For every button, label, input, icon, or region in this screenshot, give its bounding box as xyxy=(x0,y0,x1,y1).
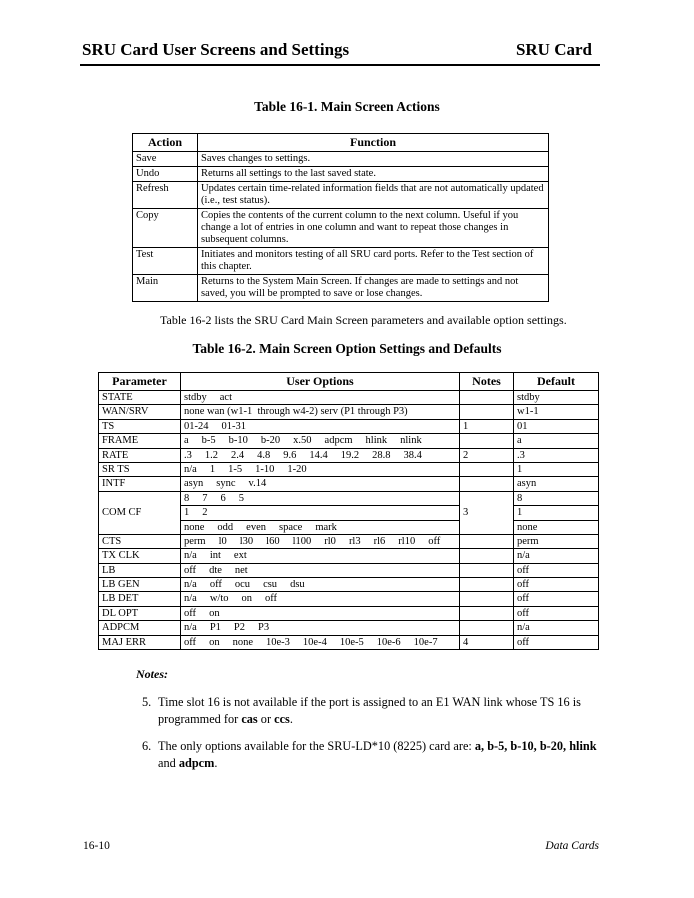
default-cell: off xyxy=(514,563,599,577)
table-row xyxy=(99,405,599,419)
table-row xyxy=(133,152,549,167)
user-options-cell xyxy=(181,419,460,433)
option-value: sync xyxy=(216,478,236,490)
main-screen-actions-table xyxy=(132,133,549,302)
table-row xyxy=(99,606,599,620)
table-row xyxy=(99,549,599,563)
option-value: dsu xyxy=(290,579,305,591)
parameter-cell: RATE xyxy=(99,448,181,462)
parameter-cell: INTF xyxy=(99,477,181,491)
notes-cell: 3 xyxy=(460,491,514,534)
notes-cell: 1 xyxy=(460,419,514,433)
option-value: 01-24 xyxy=(184,420,209,432)
option-value: none xyxy=(184,521,205,533)
option-value: even xyxy=(246,521,266,533)
option-value: 9.6 xyxy=(283,449,297,461)
option-value: off xyxy=(209,579,222,591)
note-emphasis: cas xyxy=(241,712,258,726)
user-options-cell xyxy=(181,621,460,635)
default-cell: perm xyxy=(514,534,599,548)
option-value: rl10 xyxy=(398,535,416,547)
note-segment: . xyxy=(289,712,293,726)
option-value: ocu xyxy=(234,579,251,591)
note-5 xyxy=(142,694,597,728)
table-row xyxy=(99,578,599,592)
table1-col-function: Function xyxy=(198,134,549,152)
parameter-cell: STATE xyxy=(99,391,181,405)
intro-paragraph: Table 16-2 lists the SRU Card Main Screen parameters and available option settings. xyxy=(160,313,567,327)
option-value: csu xyxy=(263,579,278,591)
notes-cell xyxy=(460,405,514,419)
user-options-cell xyxy=(181,606,460,620)
table-row xyxy=(99,391,599,405)
option-value: perm xyxy=(184,535,206,547)
note-text xyxy=(158,738,597,772)
option-value: 10e-5 xyxy=(339,636,364,648)
option-value: 2.4 xyxy=(231,449,245,461)
option-value: .3 xyxy=(184,449,192,461)
function-cell: Copies the contents of the current column to the next column. Useful if you change a lot of entries in one column and want to repeat those changes in subsequent columns. xyxy=(198,209,549,248)
notes-cell xyxy=(460,434,514,448)
option-value: n/a xyxy=(184,550,197,562)
option-value: on xyxy=(209,607,220,619)
default-cell: n/a xyxy=(514,621,599,635)
option-value: rl6 xyxy=(373,535,386,547)
function-cell: Saves changes to settings. xyxy=(198,152,549,167)
table-row xyxy=(133,182,549,209)
function-cell: Updates certain time-related information fields that are not automatically updated (i.e., test status). xyxy=(198,182,549,209)
option-value: 10e-3 xyxy=(265,636,290,648)
option-value: hlink xyxy=(365,435,388,447)
option-value: 38.4 xyxy=(403,449,422,461)
parameter-cell: SR TS xyxy=(99,462,181,476)
option-value: adpcm xyxy=(324,435,353,447)
action-cell: Save xyxy=(133,152,198,167)
table2-caption: Table 16-2. Main Screen Option Settings and Defaults xyxy=(192,341,502,356)
parameter-cell: DL OPT xyxy=(99,606,181,620)
user-options-cell xyxy=(181,534,460,548)
default-cell: none xyxy=(514,520,599,534)
table-row xyxy=(99,635,599,649)
page-header xyxy=(80,40,600,66)
parameter-cell: TX CLK xyxy=(99,549,181,563)
option-value: off xyxy=(184,607,197,619)
table-row xyxy=(99,477,599,491)
option-value: n/a xyxy=(184,579,197,591)
notes-cell xyxy=(460,578,514,592)
option-value: b-20 xyxy=(260,435,281,447)
option-value: 10e-6 xyxy=(376,636,401,648)
default-cell: a xyxy=(514,434,599,448)
default-cell: stdby xyxy=(514,391,599,405)
option-value: 28.8 xyxy=(372,449,391,461)
note-segment: and xyxy=(158,756,179,770)
table2-header-row xyxy=(99,373,599,391)
table-row xyxy=(133,167,549,182)
option-value: l30 xyxy=(239,535,254,547)
option-value: ext xyxy=(233,550,247,562)
option-value: l100 xyxy=(292,535,312,547)
option-value: 1.2 xyxy=(204,449,218,461)
option-value: n/a xyxy=(184,622,197,634)
parameter-cell: TS xyxy=(99,419,181,433)
notes-heading: Notes: xyxy=(136,667,168,681)
function-cell: Returns all settings to the last saved state. xyxy=(198,167,549,182)
table1-header-row xyxy=(133,134,549,152)
header-section: SRU Card xyxy=(515,40,592,59)
notes-cell xyxy=(460,462,514,476)
user-options-cell xyxy=(181,592,460,606)
option-value: w/to xyxy=(209,593,229,605)
notes-cell: 4 xyxy=(460,635,514,649)
note-segment: . xyxy=(214,756,218,770)
user-options-cell xyxy=(181,563,460,577)
option-value: 1-5 xyxy=(228,463,243,475)
option-value: off xyxy=(184,636,197,648)
option-value: 1 xyxy=(209,463,216,475)
table-row xyxy=(99,448,599,462)
option-value: mark xyxy=(315,521,337,533)
option-value: b-5 xyxy=(201,435,216,447)
option-value: 6 xyxy=(220,492,226,504)
option-value: space xyxy=(279,521,303,533)
table2-col-notes: Notes xyxy=(460,373,514,391)
action-cell: Copy xyxy=(133,209,198,248)
user-options-cell xyxy=(181,462,460,476)
notes-cell xyxy=(460,534,514,548)
option-value: net xyxy=(234,564,248,576)
option-value: 5 xyxy=(238,492,244,504)
notes-cell xyxy=(460,621,514,635)
option-value: 8 xyxy=(184,492,190,504)
option-value: 1 xyxy=(184,507,190,519)
notes-cell xyxy=(460,563,514,577)
table-row xyxy=(99,592,599,606)
option-value: 2 xyxy=(202,507,208,519)
option-value: off xyxy=(265,593,278,605)
option-value: b-10 xyxy=(228,435,248,447)
note-emphasis: a, b-5, b-10, b-20, hlink xyxy=(474,739,597,753)
option-value: dte xyxy=(209,564,222,576)
note-text xyxy=(158,694,597,728)
option-settings-table xyxy=(98,372,599,650)
user-options-cell xyxy=(181,448,460,462)
option-value: 01-31 xyxy=(221,420,246,432)
default-cell: off xyxy=(514,606,599,620)
option-value: l0 xyxy=(218,535,227,547)
table-row xyxy=(99,462,599,476)
option-value: P1 xyxy=(209,622,221,634)
default-cell: 8 xyxy=(514,491,599,505)
notes-cell xyxy=(460,391,514,405)
option-value: n/a xyxy=(184,593,197,605)
option-value: a xyxy=(184,435,189,447)
option-value: asyn xyxy=(184,478,204,490)
option-value: P3 xyxy=(258,622,270,634)
action-cell: Undo xyxy=(133,167,198,182)
default-cell: 1 xyxy=(514,506,599,520)
table-row xyxy=(133,209,549,248)
function-cell: Initiates and monitors testing of all SRU card ports. Refer to the Test section of this chapter. xyxy=(198,248,549,275)
option-value: n/a xyxy=(184,463,197,475)
action-cell: Main xyxy=(133,275,198,302)
option-value: 1-20 xyxy=(287,463,307,475)
notes-cell xyxy=(460,477,514,491)
option-value: 10e-7 xyxy=(413,636,438,648)
parameter-cell: CTS xyxy=(99,534,181,548)
option-value: stdby xyxy=(184,392,207,403)
function-cell: Returns to the System Main Screen. If changes are made to settings and not saved, you will be prompted to save or lose changes. xyxy=(198,275,549,302)
default-cell: off xyxy=(514,592,599,606)
default-cell: off xyxy=(514,578,599,592)
user-options-cell xyxy=(181,506,460,520)
header-title: SRU Card User Screens and Settings xyxy=(82,40,350,59)
option-value: 14.4 xyxy=(309,449,328,461)
default-cell: asyn xyxy=(514,477,599,491)
option-value: rl0 xyxy=(324,535,336,547)
parameter-cell: ADPCM xyxy=(99,621,181,635)
user-options-cell xyxy=(181,391,460,405)
table-row xyxy=(133,248,549,275)
option-value: 1-10 xyxy=(255,463,275,475)
user-options-cell xyxy=(181,549,460,563)
option-value: none wan (w1-1 through w4-2) serv (P1 through P3) xyxy=(184,406,408,418)
table2-col-options: User Options xyxy=(181,373,460,391)
option-value: P2 xyxy=(233,622,246,634)
option-value: rl3 xyxy=(348,535,361,547)
table-row xyxy=(99,434,599,448)
parameter-cell: WAN/SRV xyxy=(99,405,181,419)
user-options-cell xyxy=(181,635,460,649)
note-6 xyxy=(142,738,597,772)
notes-cell: 2 xyxy=(460,448,514,462)
table-row xyxy=(99,563,599,577)
note-segment: The only options available for the SRU-LD*10 (8225) card are: xyxy=(158,739,475,753)
option-value: 19.2 xyxy=(340,449,360,461)
user-options-cell xyxy=(181,477,460,491)
table-row xyxy=(99,491,599,505)
table2-col-default: Default xyxy=(514,373,599,391)
option-value: nlink xyxy=(400,435,422,447)
table-row xyxy=(99,534,599,548)
action-cell: Refresh xyxy=(133,182,198,209)
note-number: 5. xyxy=(142,695,152,709)
option-value: int xyxy=(209,550,221,562)
note-emphasis: ccs xyxy=(274,712,290,726)
parameter-cell: COM CF xyxy=(99,491,181,534)
parameter-cell: LB xyxy=(99,563,181,577)
option-value: x.50 xyxy=(293,435,312,447)
option-value: odd xyxy=(217,521,234,533)
action-cell: Test xyxy=(133,248,198,275)
default-cell: .3 xyxy=(514,448,599,462)
default-cell: w1-1 xyxy=(514,405,599,419)
note-emphasis: adpcm xyxy=(178,756,215,770)
default-cell: off xyxy=(514,635,599,649)
note-segment: or xyxy=(257,712,275,726)
table1-caption: Table 16-1. Main Screen Actions xyxy=(254,99,440,114)
user-options-cell xyxy=(181,405,460,419)
option-value: 4.8 xyxy=(257,449,271,461)
option-value: on xyxy=(209,636,220,648)
table-row xyxy=(99,419,599,433)
user-options-cell xyxy=(181,578,460,592)
option-value: 10e-4 xyxy=(302,636,327,648)
notes-cell xyxy=(460,592,514,606)
default-cell: 01 xyxy=(514,419,599,433)
footer-section: Data Cards xyxy=(545,840,599,852)
table2-col-parameter: Parameter xyxy=(99,373,181,391)
option-value: on xyxy=(241,593,252,605)
table-row xyxy=(99,621,599,635)
parameter-cell: LB GEN xyxy=(99,578,181,592)
parameter-cell: LB DET xyxy=(99,592,181,606)
user-options-cell xyxy=(181,434,460,448)
user-options-cell xyxy=(181,491,460,505)
option-value: off xyxy=(428,535,441,547)
notes-cell xyxy=(460,549,514,563)
option-value: none xyxy=(232,636,253,648)
default-cell: 1 xyxy=(514,462,599,476)
option-value: act xyxy=(219,392,233,403)
default-cell: n/a xyxy=(514,549,599,563)
note-number: 6. xyxy=(142,739,152,753)
page-number: 16-10 xyxy=(83,840,110,852)
parameter-cell: FRAME xyxy=(99,434,181,448)
table-row xyxy=(133,275,549,302)
notes-cell xyxy=(460,606,514,620)
option-value: v.14 xyxy=(248,478,267,490)
table1-col-action: Action xyxy=(133,134,198,152)
parameter-cell: MAJ ERR xyxy=(99,635,181,649)
option-value: l60 xyxy=(266,535,280,547)
option-value: 7 xyxy=(202,492,208,504)
option-value: off xyxy=(184,564,197,576)
note-segment: Time slot 16 is not available if the port is assigned to an E1 WAN link whose TS 16 is programmed for xyxy=(158,695,581,726)
user-options-cell xyxy=(181,520,460,534)
